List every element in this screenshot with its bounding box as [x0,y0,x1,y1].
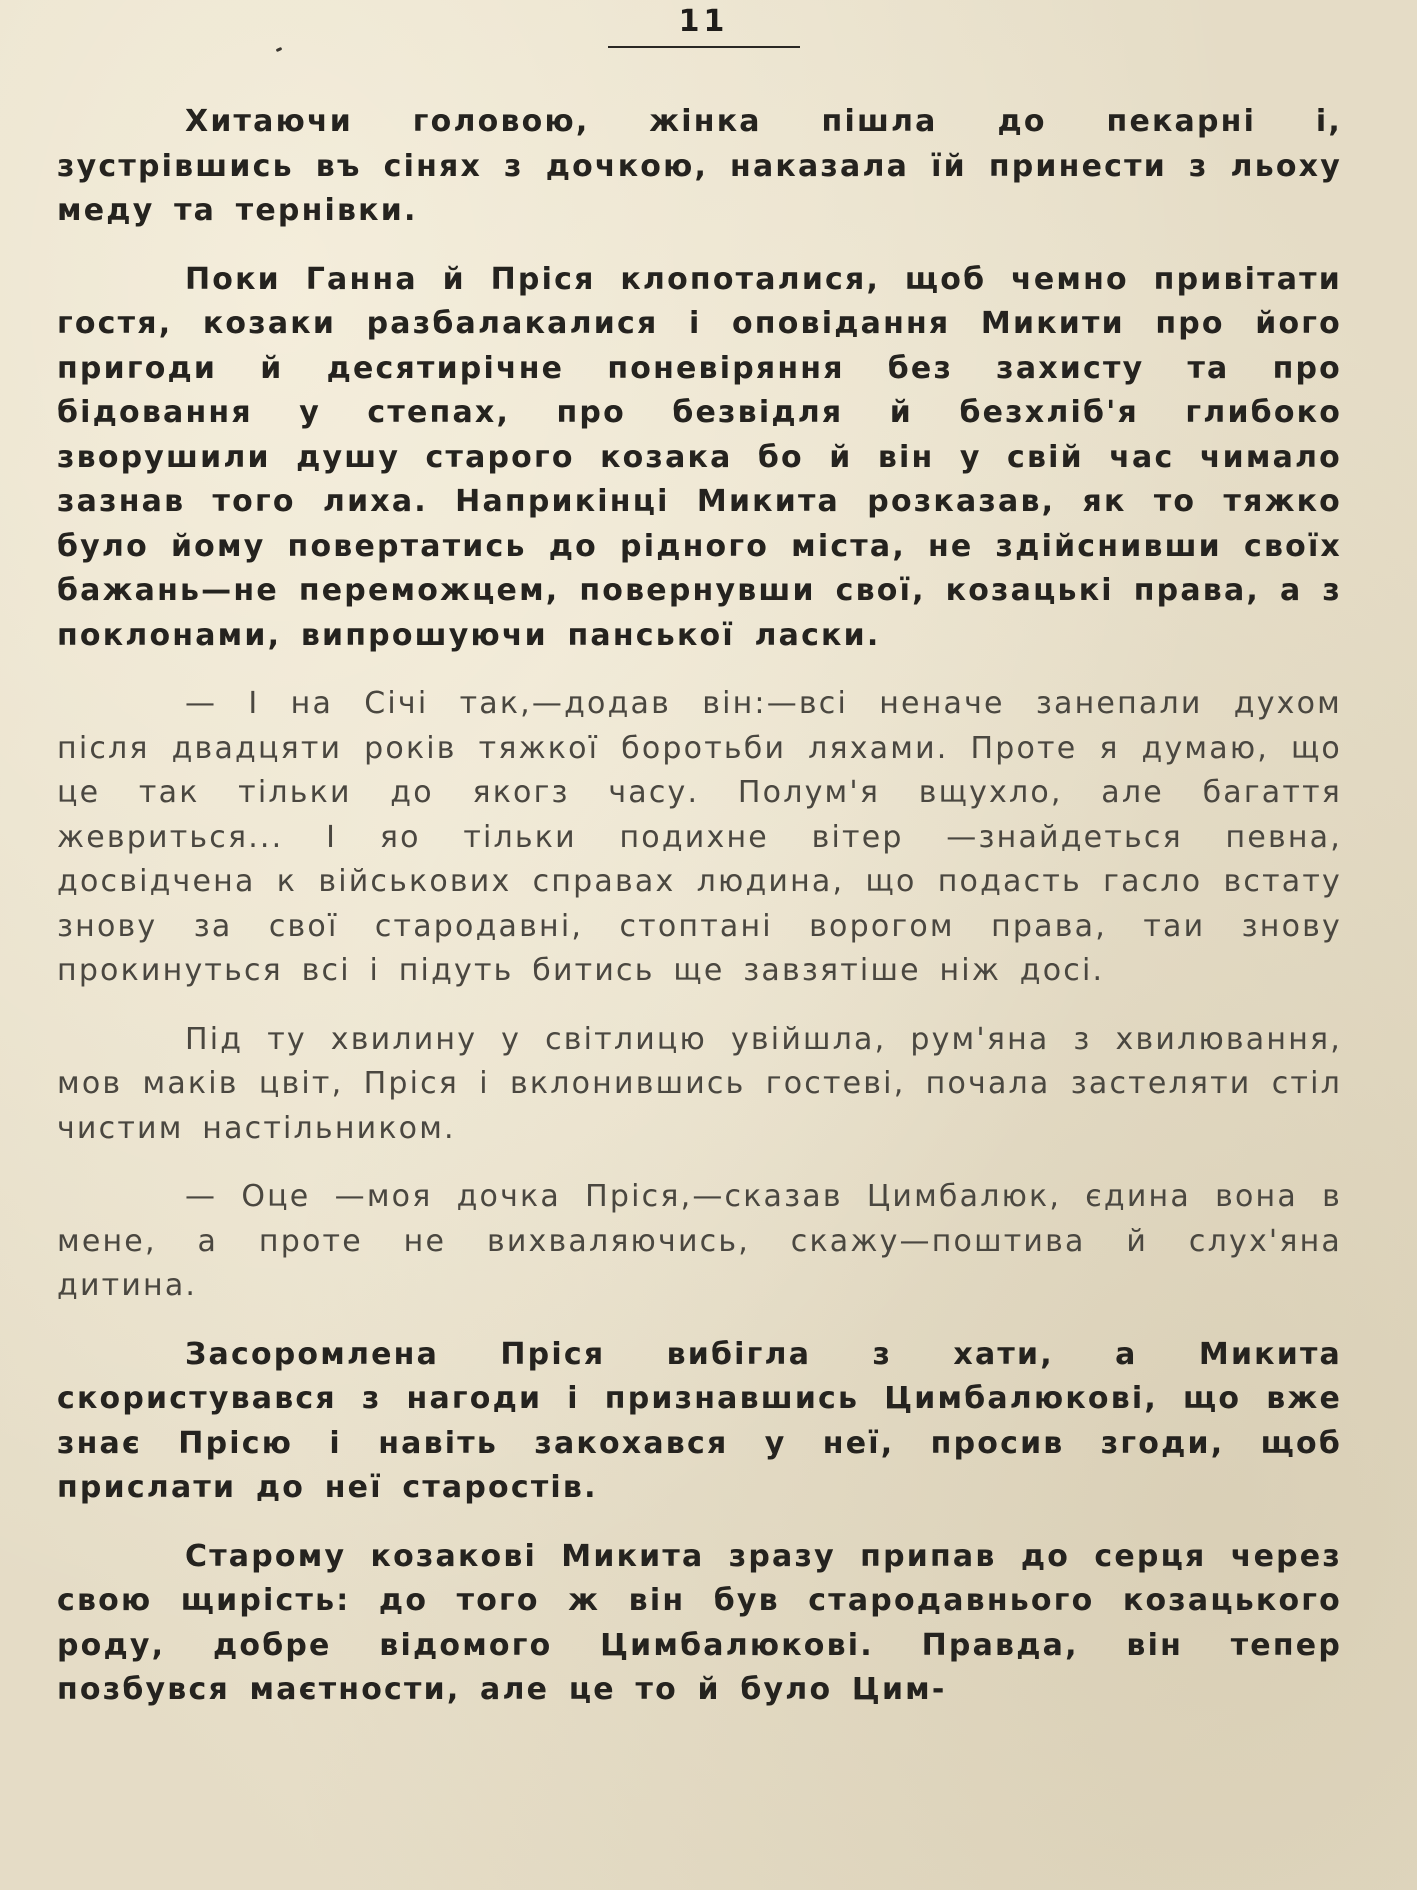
paragraph-3: — І на Січі так,—додав він:—всі неначе занепали духом після двадцяти років тяжкої боротьби ляхами. Проте я думаю, що це так тільки до якогз часу. Полум'я вщухло, але багаття жевриться... І яо тільки подихне вітер —знайдеться певна, досвідчена к військових справах людина, що подасть гасло встату знову за свої стародавні, стоптані ворогом права, таи знову прокинуться всі і підуть битись ще завзятіше ніж досі. [57,686,1342,988]
paragraph-1: Хитаючи головою, жінка пішла до пекарні і, зустрівшись въ сінях з дочкою, наказала їй принести з льоху меду та тернівки. [57,104,1342,228]
paragraph-5: — Оце —моя дочка Пріся,—сказав Цимбалюк, єдина вона в мене, а проте не вихваляючись, скажу—поштива й слух'яна дитина. [57,1179,1342,1303]
paragraph-2: Поки Ганна й Пріся клопоталися, щоб чемно привітати гостя, козаки разбалакалися і оповідання Микити про його пригоди й десятирічне поневіряння без захисту та про бідовання у степах, про безвідля й безхліб'я глибоко зворушили душу старого козака бо й він у свій час чимало зазнав того лиха. Наприкінці Микита розказав, як то тяжко було йому повертатись до рідного міста, не здійснивши своїх бажань—не переможцем, повернувши свої, козацькі права, а з поклонами, випрошуючи панської ласки. [57,261,1342,653]
paragraph-7: Старому козакові Микита зразу припав до серця через свою щирість: до того ж він був стародавнього козацького роду, добре відомого Цимбалюкові. Правда, він тепер позбувся маєтности, але це то й було Цим- [57,1538,1342,1707]
ink-speck [276,47,283,52]
text-body [57,100,1342,1737]
page-number-rule [608,46,800,48]
paragraph-6: Засоромлена Пріся вибігла з хати, а Микита скористувався з нагоди і признавшись Цимбалюкові, що вже знає Прісю і навіть закохався у неї, просив згоди, щоб прислати до неї старостів. [57,1336,1342,1505]
paragraph-4: Під ту хвилину у світлицю увійшла, рум'яна з хвилювання, мов маків цвіт, Пріся і вклонившись гостеві, почала застеляти стіл чистим настільником. [57,1021,1342,1146]
page-number: 11 [678,4,729,39]
